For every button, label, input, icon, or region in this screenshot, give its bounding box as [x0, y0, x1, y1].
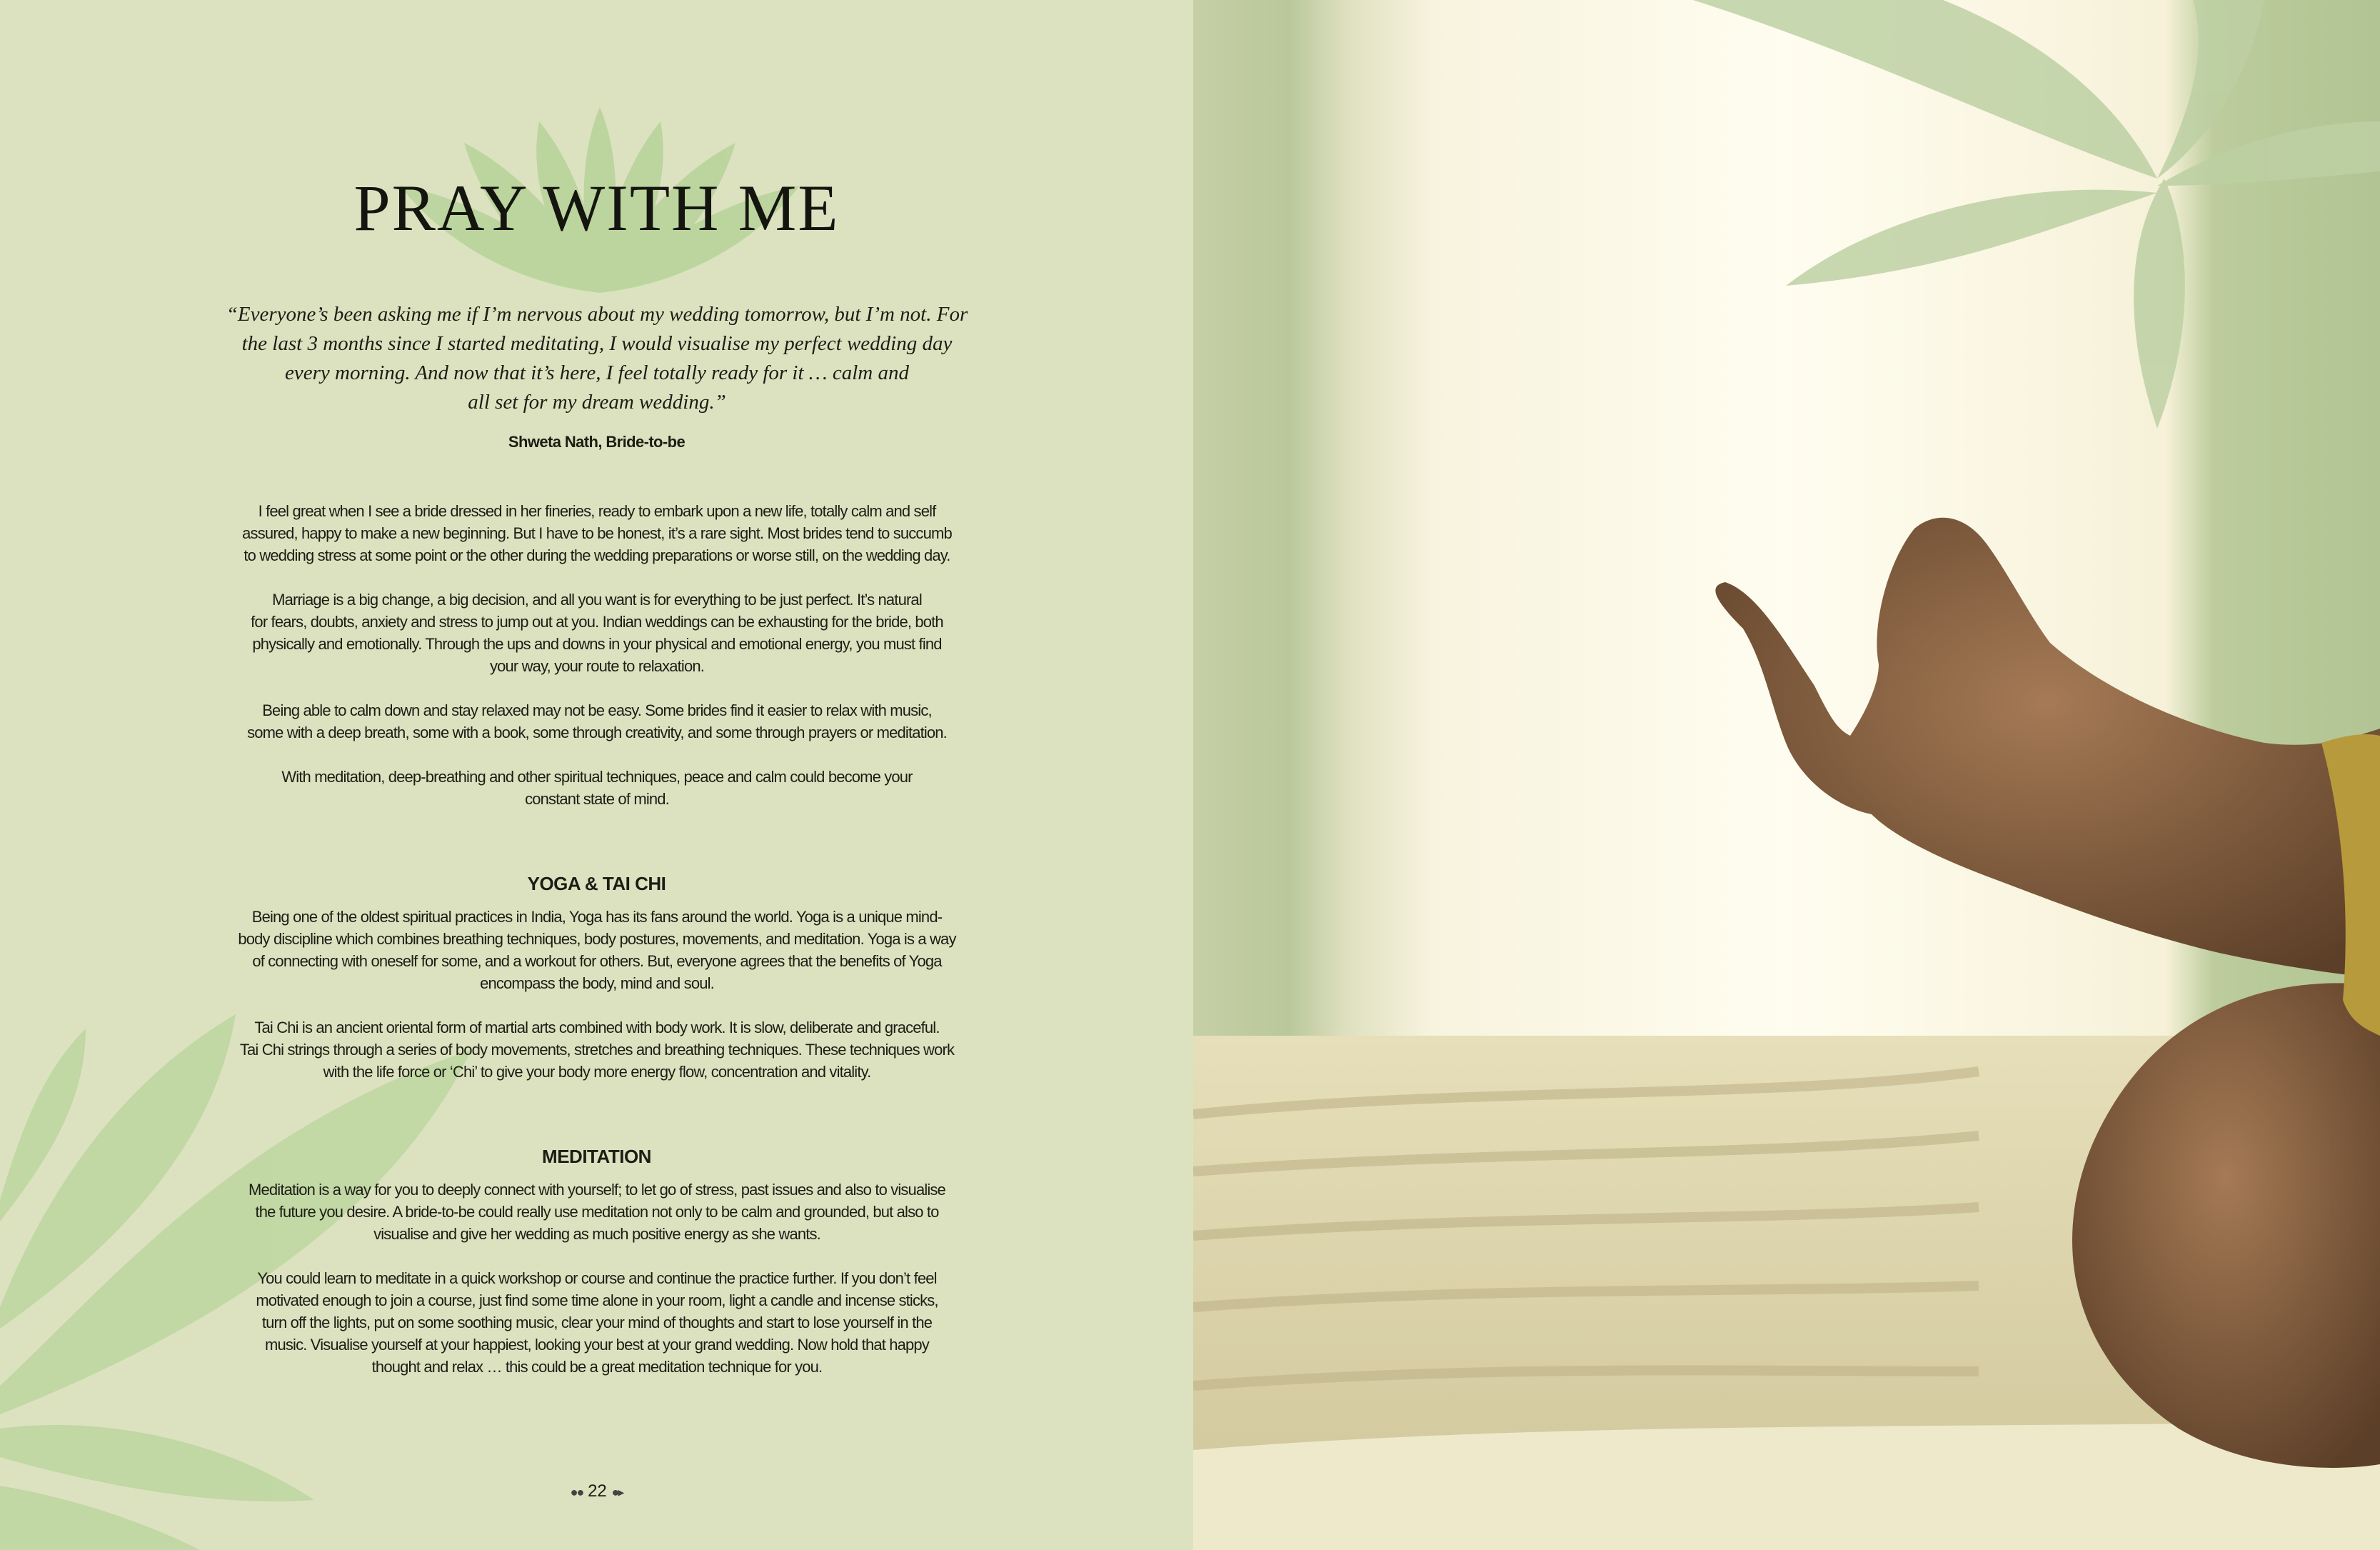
text-line: to wedding stress at some point or the other during the wedding preparations or worse still, on the wedding day.: [243, 546, 950, 564]
text-line: turn off the lights, put on some soothing music, clear your mind of thoughts and start to lose yourself in the: [261, 1314, 933, 1331]
section-heading-meditation: MEDITATION: [542, 1146, 651, 1167]
paragraph-gap: [169, 994, 1025, 1016]
text-line: body discipline which combines breathing techniques, body postures, movements, and meditation. Yoga is a way: [238, 930, 956, 948]
paragraph: [169, 906, 1025, 994]
page-number-text: 22: [588, 1481, 607, 1501]
text-line: motivated enough to join a course, just find some time alone in your room, light a candle and incense sticks,: [256, 1291, 938, 1309]
paragraph: [169, 500, 1025, 566]
text-line: of connecting with oneself for some, and a workout for others. But, everyone agrees that the benefits of Yoga: [252, 952, 942, 970]
text-line: music. Visualise yourself at your happiest, looking your best at your grand wedding. Now hold that happy: [265, 1336, 929, 1354]
paragraph-gap: [169, 677, 1025, 699]
text-line: the future you desire. A bride-to-be could really use meditation not only to be calm and grounded, but also to: [255, 1203, 939, 1221]
text-line: You could learn to meditate in a quick workshop or course and continue the practice further. If you don’t feel: [257, 1269, 937, 1287]
paragraph: [169, 1267, 1025, 1378]
text-line: Tai Chi strings through a series of body movements, stretches and breathing techniques. These techniques work: [239, 1041, 955, 1059]
section-heading-yoga: YOGA & TAI CHI: [527, 873, 666, 894]
paragraph: [169, 1016, 1025, 1083]
text-line: thought and relax … this could be a great meditation technique for you.: [371, 1358, 823, 1376]
paragraph-gap: [169, 744, 1025, 766]
text-line: Being one of the oldest spiritual practices in India, Yoga has its fans around the world. Yoga is a unique mind-: [251, 908, 943, 926]
paragraph: [169, 1179, 1025, 1245]
quote-line: “Everyone’s been asking me if I’m nervous about my wedding tomorrow, but I’m not. For: [226, 303, 968, 326]
text-line: Meditation is a way for you to deeply connect with yourself; to let go of stress, past issues and also to visualise: [248, 1181, 945, 1199]
text-line: Being able to calm down and stay relaxed may not be easy. Some brides find it easier to relax with music,: [262, 701, 932, 719]
quote-line: all set for my dream wedding.”: [468, 391, 726, 414]
meditation-photo: [1193, 0, 2380, 1550]
text-line: your way, your route to relaxation.: [489, 657, 704, 675]
text-line: With meditation, deep-breathing and other spiritual techniques, peace and calm could become your: [281, 768, 913, 786]
text-line: for fears, doubts, anxiety and stress to jump out at you. Indian weddings can be exhausting for the bride, both: [251, 613, 943, 631]
intro-text: [169, 500, 1025, 810]
quote-line: the last 3 months since I started meditating, I would visualise my perfect wedding day: [241, 332, 953, 355]
paragraph-gap: [169, 566, 1025, 589]
text-line: constant state of mind.: [525, 790, 669, 808]
text-line: encompass the body, mind and soul.: [480, 974, 714, 992]
quote-attribution: Shweta Nath, Bride-to-be: [508, 433, 686, 451]
text-line: some with a deep breath, some with a book, some through creativity, and some through prayers or meditation.: [247, 724, 947, 741]
text-line: Marriage is a big change, a big decision, and all you want is for everything to be just perfect. It’s natural: [272, 591, 922, 609]
text-line: assured, happy to make a new beginning. But I have to be honest, it’s a rare sight. Most brides tend to succumb: [242, 524, 952, 542]
photo-background: [1193, 0, 2380, 1550]
text-line: with the life force or ‘Chi’ to give your body more energy flow, concentration and vitality.: [323, 1063, 871, 1081]
quote-line: every morning. And now that it’s here, I feel totally ready for it … calm and: [285, 361, 909, 384]
ornament-dots-icon: ●▸: [611, 1485, 623, 1499]
paragraph: [169, 766, 1025, 810]
paragraph: [169, 589, 1025, 677]
text-line: visualise and give her wedding as much positive energy as she wants.: [373, 1225, 820, 1243]
text-line: I feel great when I see a bride dressed in her fineries, ready to embark upon a new life, totally calm and self: [258, 502, 936, 520]
page-title: PRAY WITH ME: [353, 171, 840, 244]
page-number: [0, 1481, 1193, 1501]
paragraph: [169, 699, 1025, 744]
paragraph-gap: [169, 1245, 1025, 1267]
pull-quote: [169, 300, 1025, 417]
ornament-dots-icon: ●●: [570, 1485, 583, 1499]
text-line: Tai Chi is an ancient oriental form of martial arts combined with body work. It is slow, deliberate and graceful.: [254, 1019, 940, 1036]
yoga-text: [169, 906, 1025, 1083]
text-line: physically and emotionally. Through the ups and downs in your physical and emotional energy, you must find: [252, 635, 942, 653]
meditation-text: [169, 1179, 1025, 1378]
